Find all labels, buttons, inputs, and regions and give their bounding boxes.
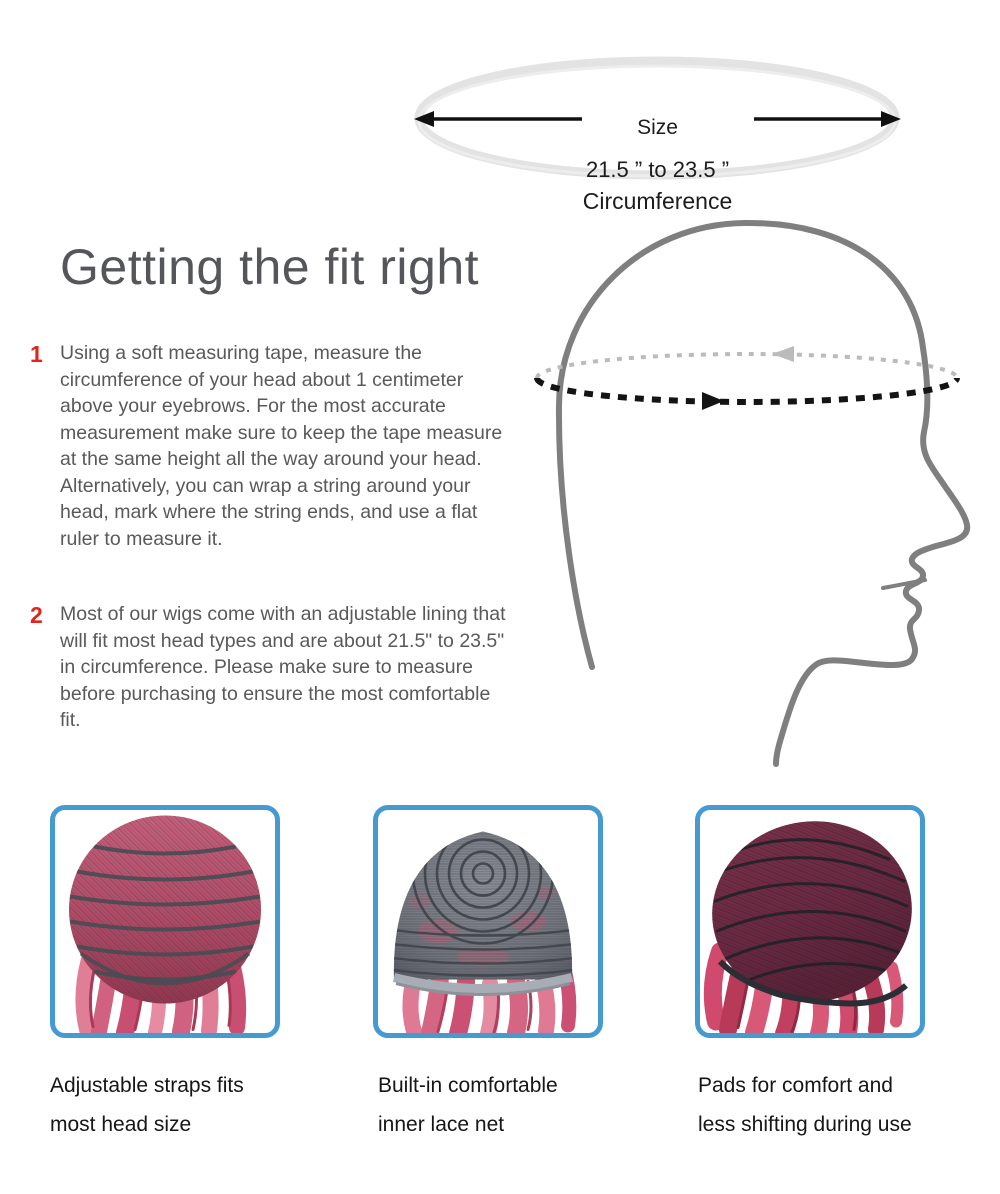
tape-arrowhead-right <box>702 392 724 410</box>
tape-back-dashed-arc <box>537 354 957 378</box>
caption-line: most head size <box>50 1113 192 1136</box>
caption-inner-lace-net <box>378 1066 638 1144</box>
caption-adjustable-straps <box>50 1066 310 1144</box>
feature-photo-adjustable-straps <box>50 805 280 1038</box>
wig-cap-inner-lace-net-photo <box>378 810 598 1033</box>
page-title: Getting the fit right <box>60 239 480 295</box>
caption-line: inner lace net <box>378 1113 505 1136</box>
caption-line: less shifting during use <box>698 1113 912 1136</box>
caption-line: Built-in comfortable <box>378 1074 558 1097</box>
size-label: Size <box>637 116 678 139</box>
step-2-text: Most of our wigs come with an adjustable lining that will fit most head types and are about 21.5" to 23.5" in circumference. Please make sure to measure before purchasing to ensure the most comfortable fit. <box>60 603 506 731</box>
feature-photo-comfort-pads <box>695 805 925 1038</box>
tape-arrowhead-left <box>772 346 794 362</box>
step-1-text: Using a soft measuring tape, measure the circumference of your head about 1 centimeter above your eyebrows. For the most accurate measurement make sure to keep the tape measure at the same height all the way around your head. Alternatively, you can wrap a string around your head, mark where the string ends, and use a flat ruler to measure it. <box>60 342 503 550</box>
step-1-number: 1 <box>30 341 43 367</box>
tape-front-dashed-arc <box>537 378 957 402</box>
circumference-label: Circumference <box>582 188 733 214</box>
size-range-label: 21.5 ” to 23.5 ” <box>585 157 730 182</box>
wig-cap-back-straps-photo <box>55 810 275 1033</box>
wig-cap-side-pads-photo <box>700 810 920 1033</box>
step-2-number: 2 <box>30 602 43 628</box>
step-2 <box>30 601 520 734</box>
step-1 <box>30 340 520 552</box>
feature-photo-inner-lace-net <box>373 805 603 1038</box>
caption-line: Pads for comfort and <box>698 1074 893 1097</box>
head-circumference-size-diagram <box>410 52 905 214</box>
caption-comfort-pads <box>698 1066 958 1144</box>
head-profile-outline-with-measuring-tape <box>520 210 1000 800</box>
head-outline-path <box>559 223 967 764</box>
head-profile-illustration <box>520 210 1000 800</box>
caption-line: Adjustable straps fits <box>50 1074 244 1097</box>
